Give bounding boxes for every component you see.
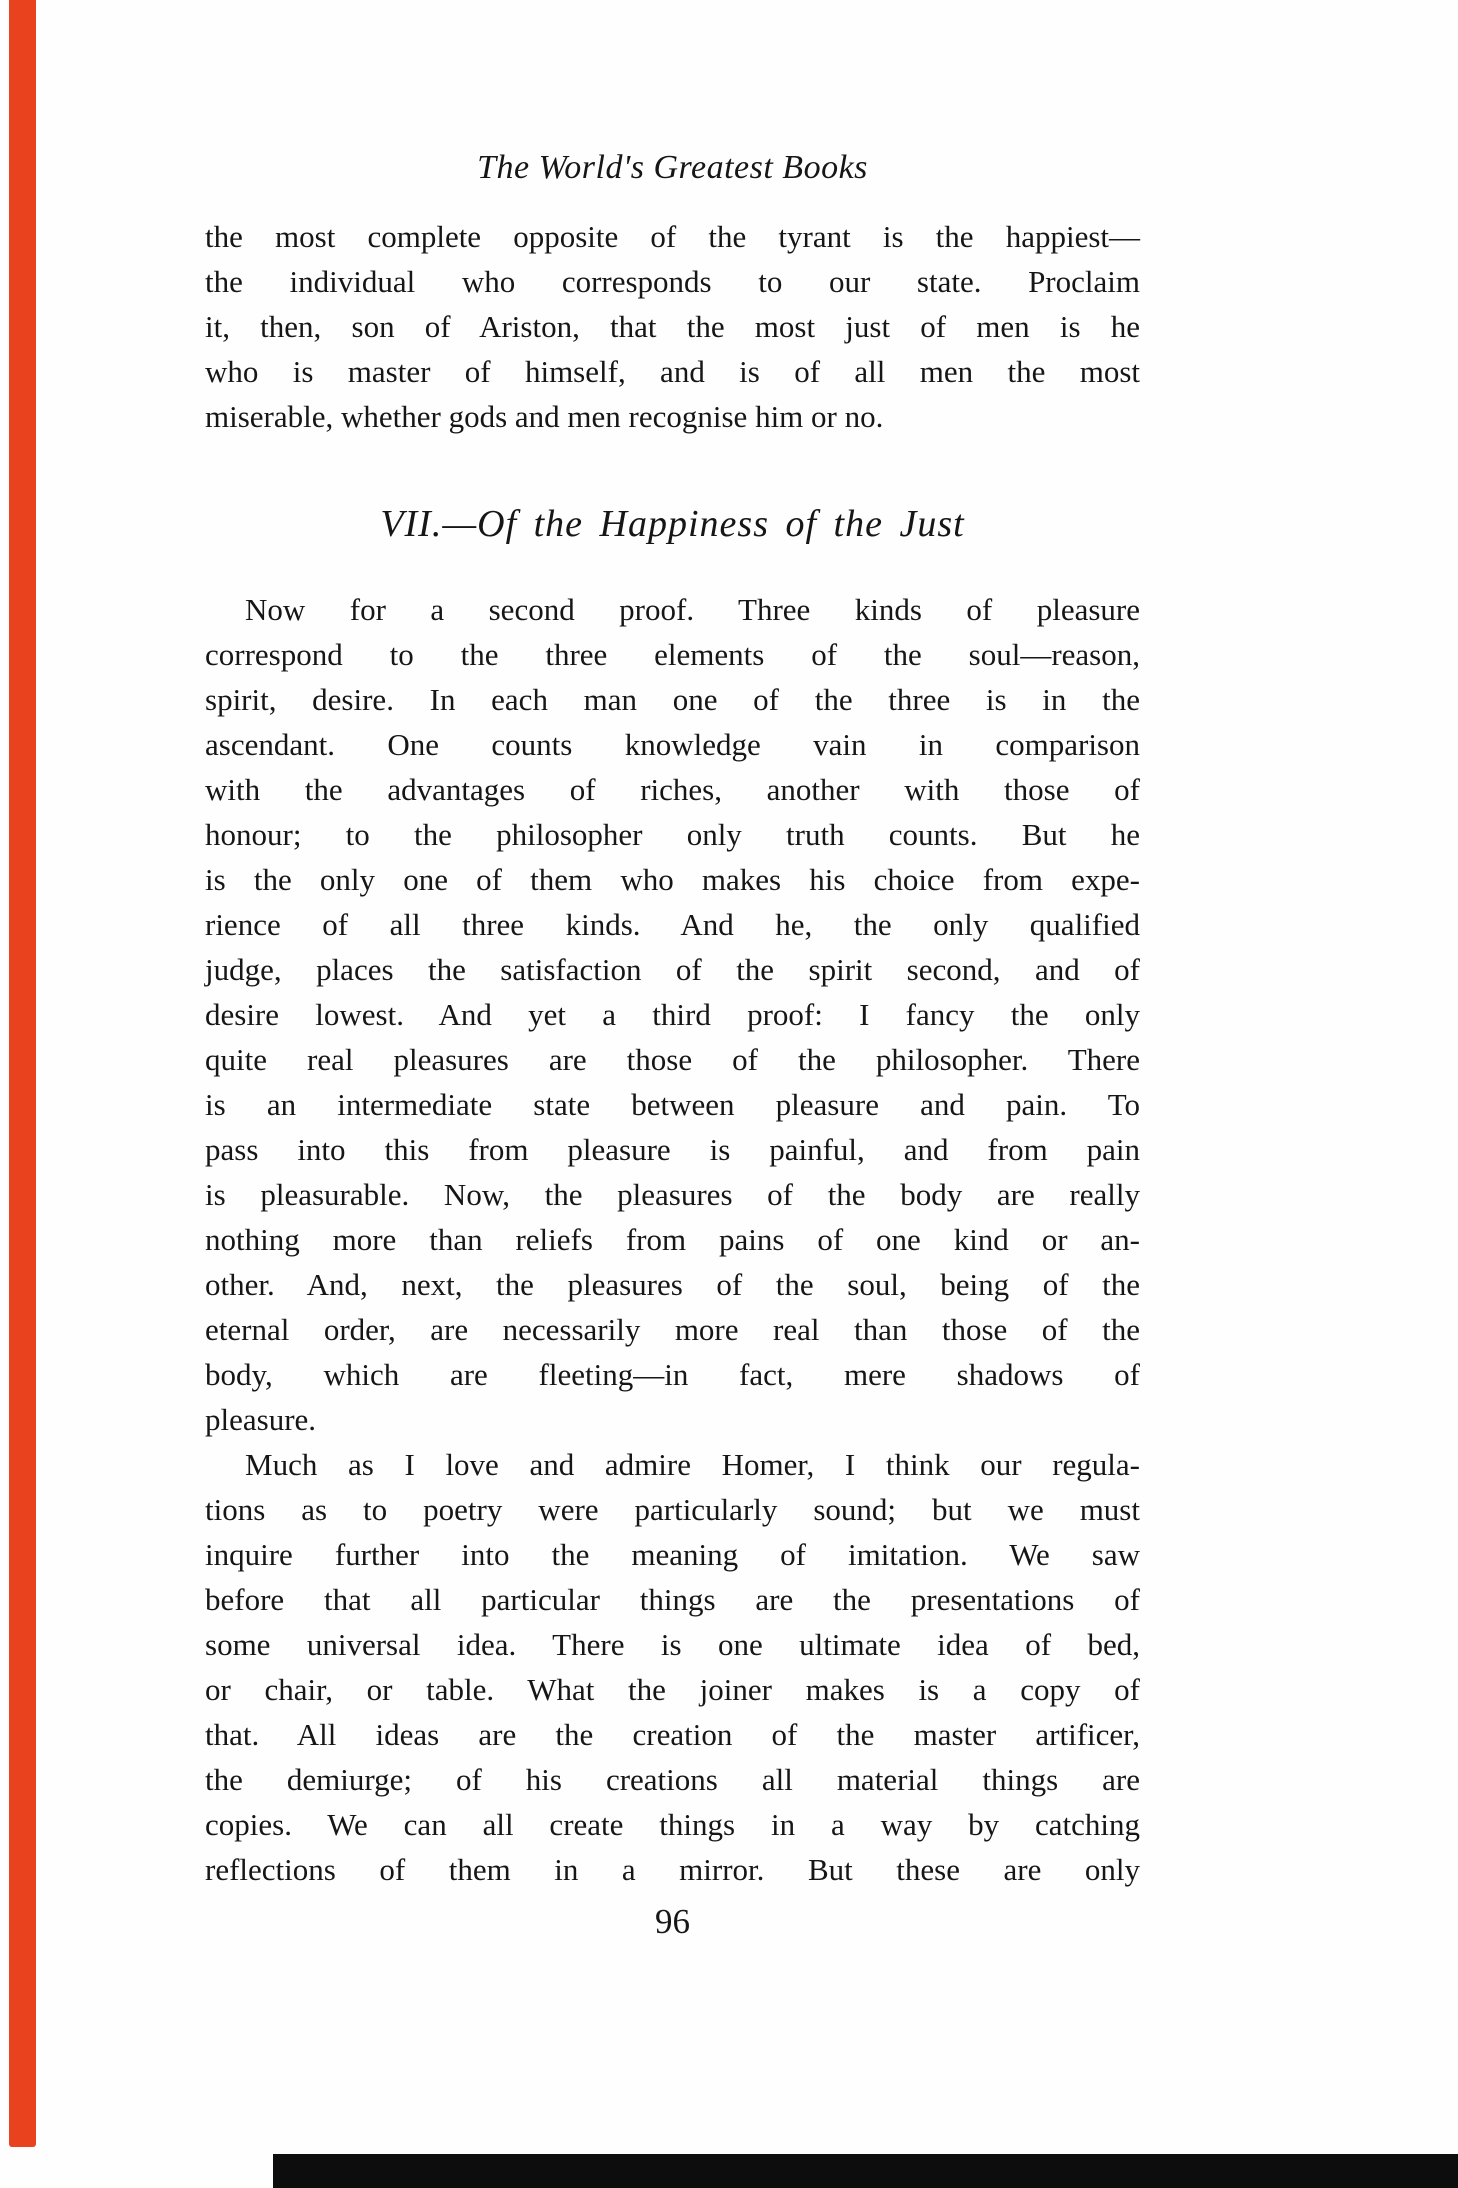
text-line: nothing more than reliefs from pains of one kind or an- xyxy=(205,1222,1140,1257)
text-line: some universal idea. There is one ultimate idea of bed, xyxy=(205,1627,1140,1662)
text-line: who is master of himself, and is of all men the most xyxy=(205,354,1140,389)
text-line: pleasure. xyxy=(205,1402,317,1437)
text-line: before that all particular things are the presentations of xyxy=(205,1582,1140,1617)
text-line: is the only one of them who makes his choice from expe- xyxy=(205,862,1140,897)
text-line: with the advantages of riches, another with those of xyxy=(205,772,1140,807)
text-line: spirit, desire. In each man one of the three is in the xyxy=(205,682,1140,717)
text-line: quite real pleasures are those of the philosopher. There xyxy=(205,1042,1140,1077)
body-paragraph-2 xyxy=(205,587,1140,1442)
text-line: desire lowest. And yet a third proof: I fancy the only xyxy=(205,997,1140,1032)
text-line: inquire further into the meaning of imitation. We saw xyxy=(205,1537,1140,1572)
text-line: it, then, son of Ariston, that the most just of men is he xyxy=(205,309,1140,344)
text-line: the demiurge; of his creations all material things are xyxy=(205,1762,1140,1797)
text-line: judge, places the satisfaction of the spirit second, and of xyxy=(205,952,1140,987)
text-line: honour; to the philosopher only truth counts. But he xyxy=(205,817,1140,852)
text-line: reflections of them in a mirror. But these are only xyxy=(205,1852,1140,1887)
text-line: that. All ideas are the creation of the master artificer, xyxy=(205,1717,1140,1752)
text-line: body, which are fleeting—in fact, mere shadows of xyxy=(205,1357,1140,1392)
text-line: ascendant. One counts knowledge vain in comparison xyxy=(205,727,1140,762)
text-line: Now for a second proof. Three kinds of pleasure xyxy=(245,592,1140,627)
page-number: 96 xyxy=(655,1902,690,1941)
text-line: eternal order, are necessarily more real than those of the xyxy=(205,1312,1140,1347)
body-paragraph-1 xyxy=(205,214,1140,439)
text-line: copies. We can all create things in a way by catching xyxy=(205,1807,1140,1842)
text-line: other. And, next, the pleasures of the soul, being of the xyxy=(205,1267,1140,1302)
text-line: rience of all three kinds. And he, the only qualified xyxy=(205,907,1140,942)
text-line: is an intermediate state between pleasure and pain. To xyxy=(205,1087,1140,1122)
text-line: tions as to poetry were particularly sound; but we must xyxy=(205,1492,1140,1527)
text-line: Much as I love and admire Homer, I think our regula- xyxy=(245,1447,1140,1482)
spine-edge-stripe xyxy=(9,0,36,2147)
text-line: is pleasurable. Now, the pleasures of the body are really xyxy=(205,1177,1140,1212)
text-line: the individual who corresponds to our state. Proclaim xyxy=(205,264,1140,299)
scan-bottom-bar xyxy=(273,2154,1458,2188)
page-text-block xyxy=(205,0,1140,1946)
text-line: correspond to the three elements of the soul—reason, xyxy=(205,637,1140,672)
text-line: or chair, or table. What the joiner makes is a copy of xyxy=(205,1672,1140,1707)
text-line: pass into this from pleasure is painful, and from pain xyxy=(205,1132,1140,1167)
text-line: the most complete opposite of the tyrant is the happiest— xyxy=(205,219,1140,254)
text-line: miserable, whether gods and men recognise him or no. xyxy=(205,399,884,434)
body-paragraph-3 xyxy=(205,1442,1140,1892)
running-header: The World's Greatest Books xyxy=(477,149,868,186)
section-heading: VII.—Of the Happiness of the Just xyxy=(380,503,965,545)
